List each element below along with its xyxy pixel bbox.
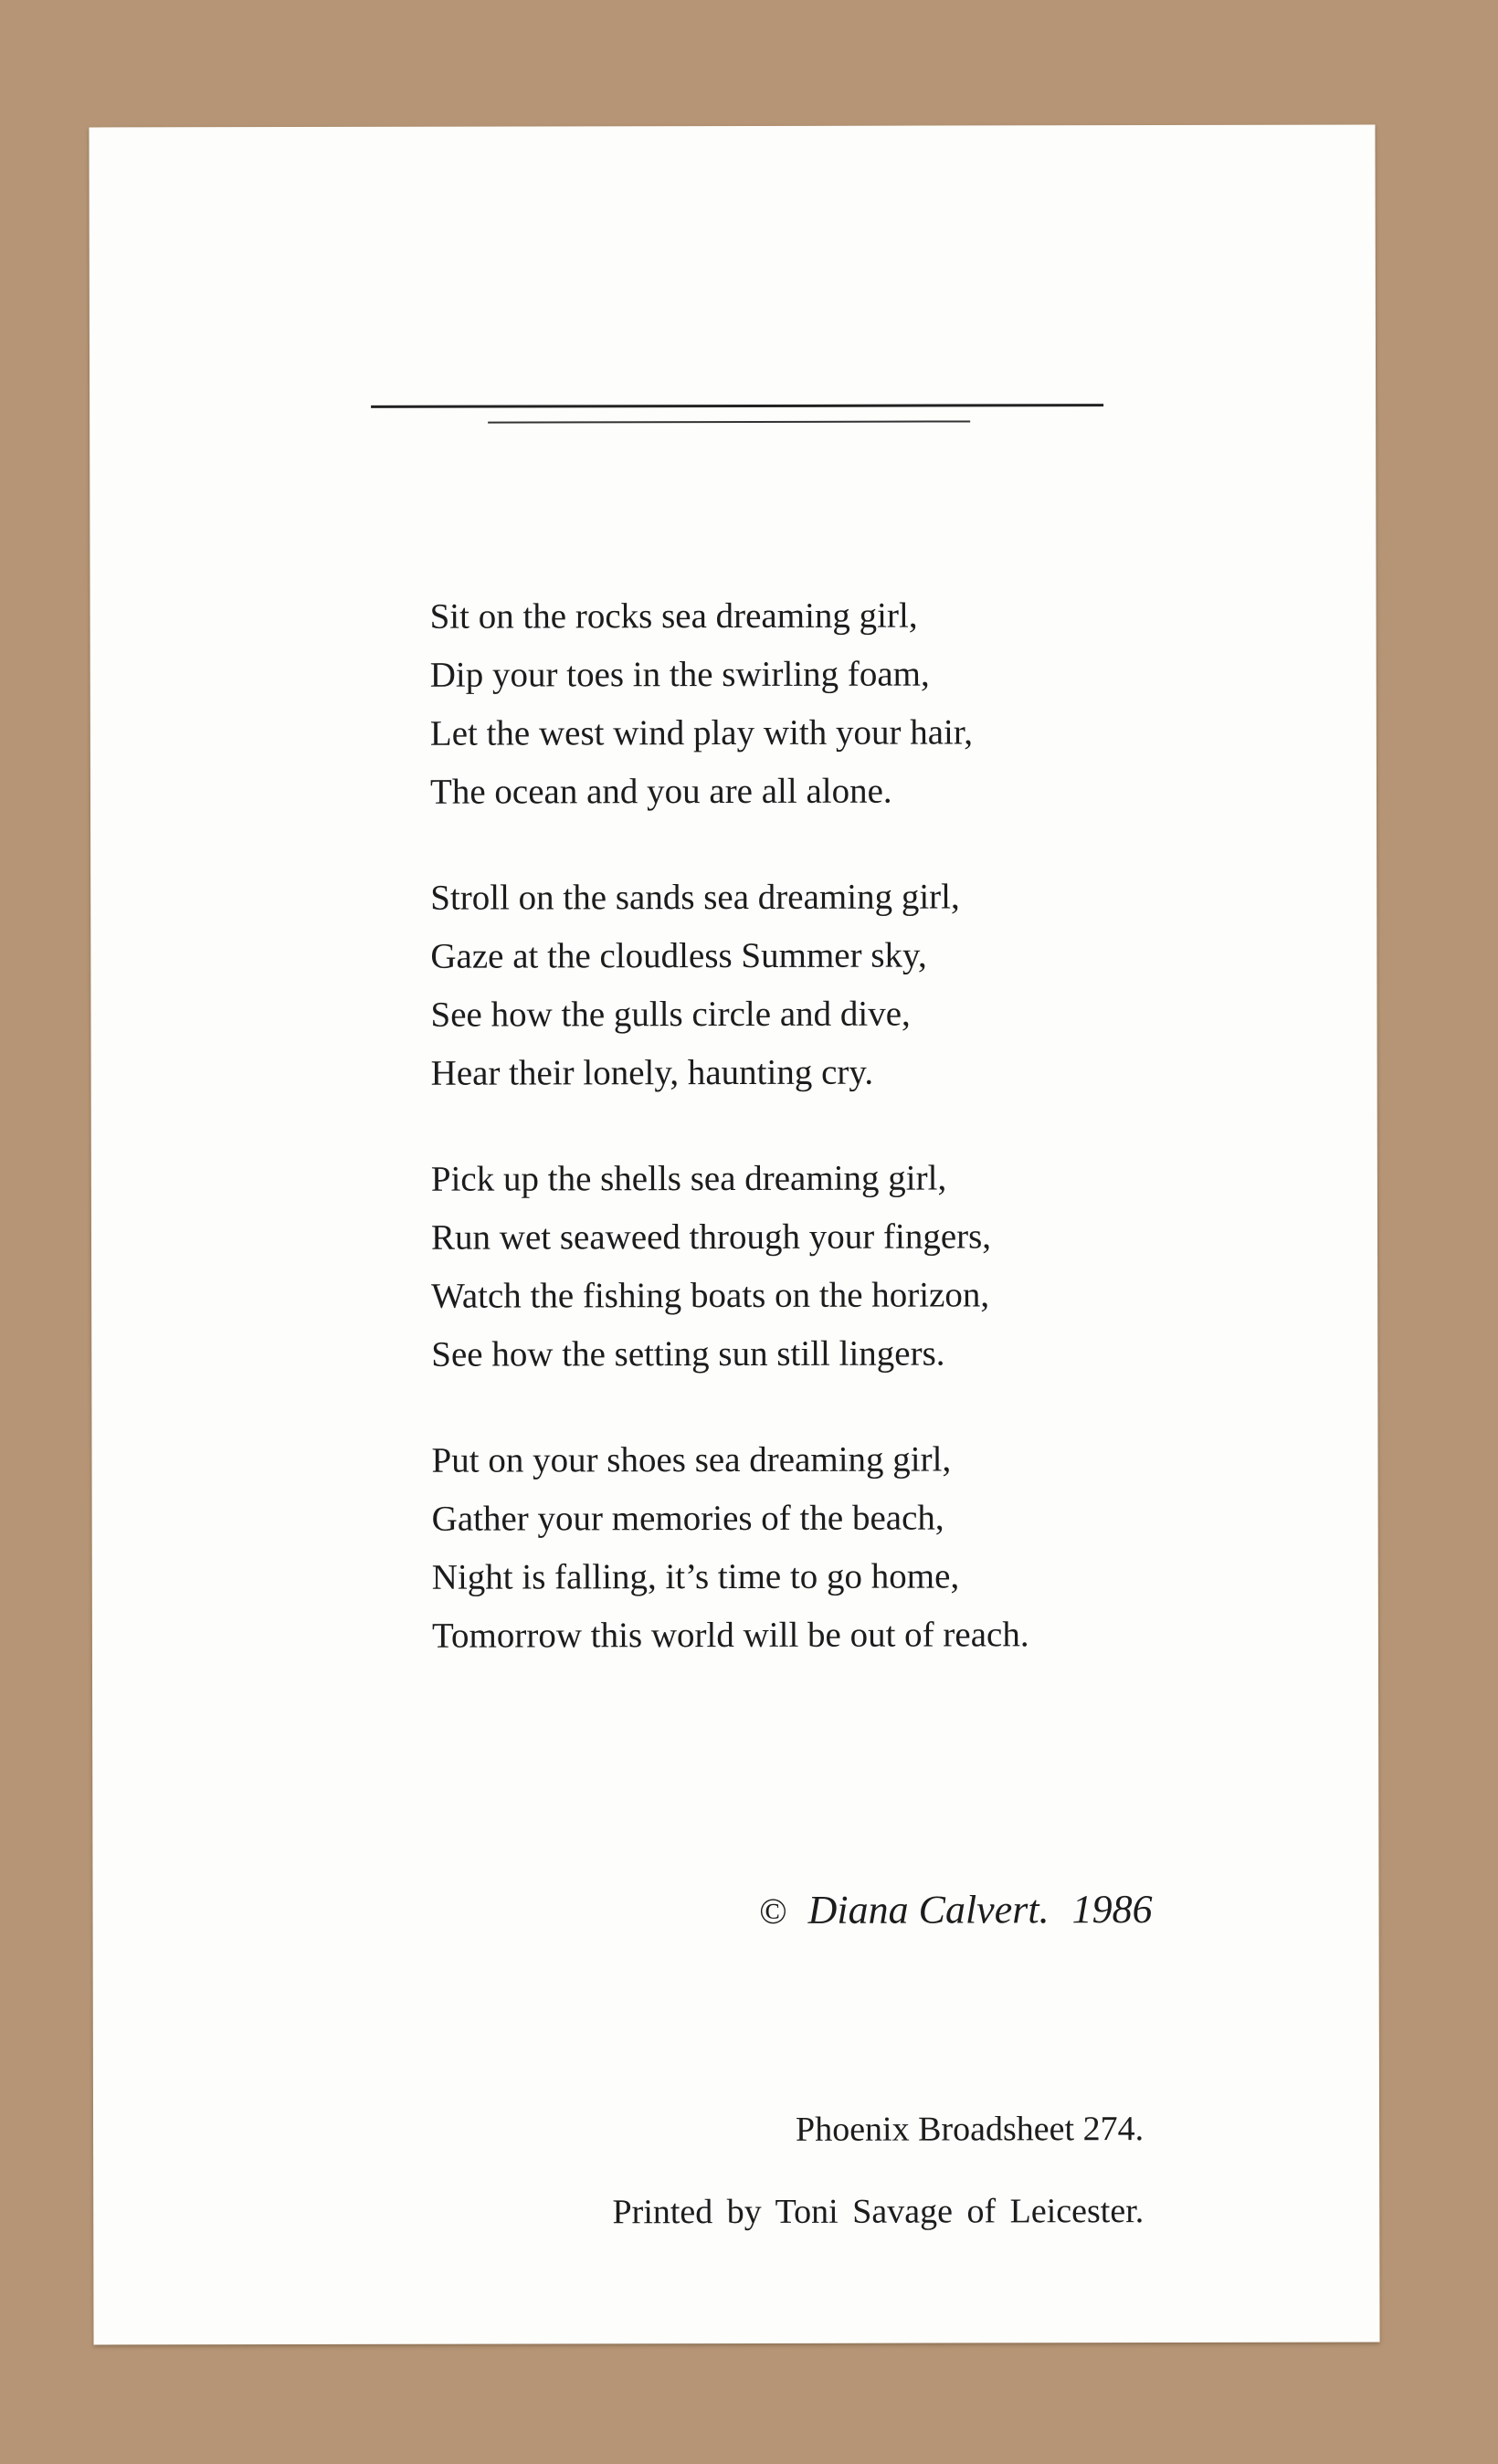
- poem-line: Hear their lonely, haunting cry.: [430, 1052, 874, 1093]
- copyright-symbol: ©: [759, 1890, 787, 1932]
- stanza-3: [431, 1149, 1145, 1385]
- copyright-line: [622, 1886, 1152, 1933]
- poem-line: Sit on the rocks sea dreaming girl,: [429, 595, 918, 637]
- poem-line: Let the west wind play with your hair,: [429, 712, 974, 753]
- poem: [430, 586, 1145, 1713]
- publication-year: 1986: [1071, 1887, 1153, 1932]
- poem-line: Put on your shoes sea dreaming girl,: [431, 1439, 952, 1480]
- author-name: Diana Calvert.: [807, 1887, 1050, 1932]
- stanza-4: [431, 1430, 1145, 1666]
- poem-line: See how the gulls circle and dive,: [430, 994, 911, 1035]
- poem-line: Run wet seaweed through your fingers,: [430, 1216, 992, 1258]
- poem-line: Stroll on the sands sea dreaming girl,: [430, 877, 960, 918]
- broadsheet-card: [89, 125, 1379, 2345]
- poem-line: Tomorrow this world will be out of reach.: [431, 1615, 1029, 1656]
- poem-line: Dip your toes in the swirling foam,: [429, 654, 930, 695]
- broadsheet-number: Phoenix Broadsheet 274.: [795, 2110, 1145, 2149]
- printer-credit: Printed by Toni Savage of Leicester.: [612, 2192, 1145, 2232]
- stanza-1: [430, 586, 1144, 822]
- decorative-rule-top: [371, 404, 1103, 408]
- poem-line: Watch the fishing boats on the horizon,: [431, 1275, 990, 1316]
- decorative-rule-bottom: [488, 420, 970, 423]
- poem-line: Gaze at the cloudless Summer sky,: [430, 935, 927, 976]
- stanza-2: [430, 868, 1144, 1103]
- poem-line: See how the setting sun still lingers.: [431, 1333, 945, 1374]
- poem-line: Night is falling, it’s time to go home,: [431, 1556, 960, 1597]
- poem-line: Gather your memories of the beach,: [431, 1498, 944, 1539]
- poem-line: Pick up the shells sea dreaming girl,: [430, 1158, 947, 1199]
- poem-line: The ocean and you are all alone.: [429, 771, 892, 812]
